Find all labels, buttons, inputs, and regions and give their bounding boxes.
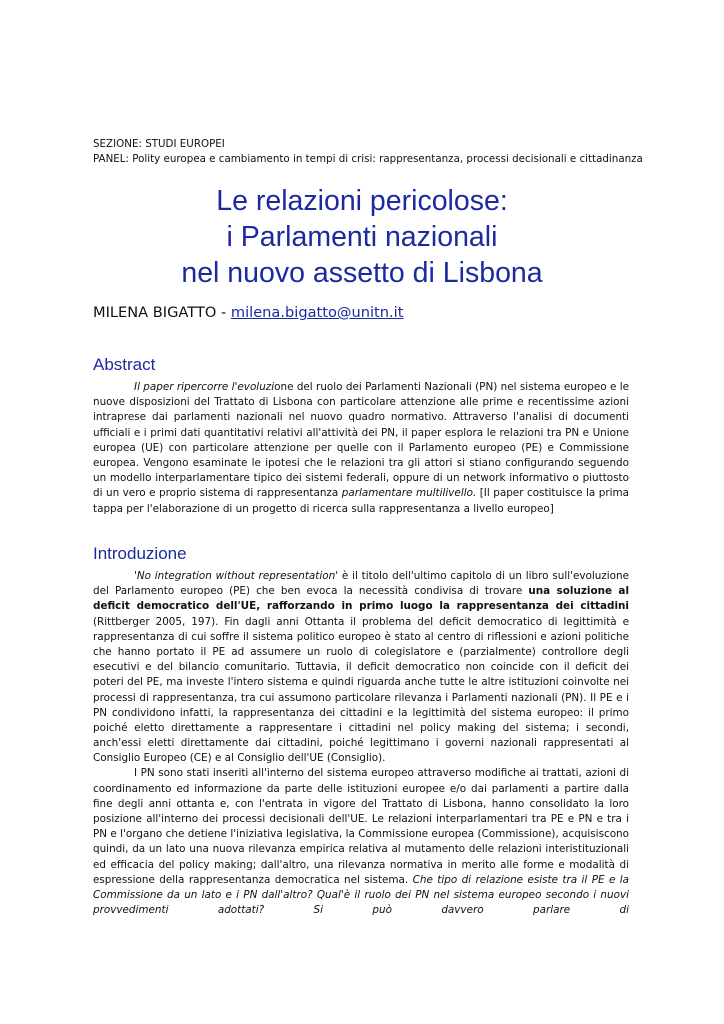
abstract-heading: Abstract xyxy=(93,355,156,374)
intro-p2-italic: Che tipo di relazione esiste tra il PE e la Commissione da un lato e i PN dall'altro? Qual'è il ruolo dei PN nel sistema europeo secondo i nuovi provvedimenti adottati? Si può davvero parlare di xyxy=(93,873,629,917)
abstract-italic-2: parlamentare multilivello. xyxy=(341,487,477,500)
paper-title xyxy=(0,183,724,291)
panel-label: PANEL: Polity europea e cambiamento in tempi di crisi: rappresentanza, processi decisionali e cittadinanza xyxy=(93,153,643,165)
intro-paragraph-2 xyxy=(93,766,629,918)
title-line-2: i Parlamenti nazionali xyxy=(226,221,498,253)
title-line-3: nel nuovo assetto di Lisbona xyxy=(181,257,543,289)
introduction-heading: Introduzione xyxy=(93,544,187,563)
title-line-1: Le relazioni pericolose: xyxy=(216,185,508,217)
intro-p1-text-1: ' è il titolo dell'ultimo capitolo di un libro sull'evoluzione del Parlamento europeo (PE) che ben evoca la necessità condivisa di trovare xyxy=(93,570,629,598)
abstract-text-1: one del ruolo dei Parlamenti Nazionali (PN) nel sistema europeo e le nuove disposizioni del Trattato di Lisbona con particolare attenzione alle prime e recentissime azioni intraprese dai parlamenti nazionali nel nuovo quadro normativo. Attraverso l'analisi di documenti ufficiali e i primi dati quantitativi relativi all'attività dei PN, il paper esplora le relazioni tra PN e Unione europea (UE) con particolare attenzione per quelle con il Parlamento europeo (PE) e Commissione europea. Vengono esaminate le ipotesi che le relazioni tra gli attori si stiano configurando seguendo un modello interparlamentare tipico dei sistemi federali, oppure di un network informativo o piuttosto di un vero e proprio sistema di rappresentanza xyxy=(93,381,629,500)
document-header xyxy=(93,137,643,167)
section-label: SEZIONE: STUDI EUROPEI xyxy=(93,138,225,150)
intro-paragraph-1 xyxy=(93,569,629,766)
introduction-body xyxy=(93,569,629,918)
author-line xyxy=(93,303,403,323)
author-name: MILENA BIGATTO - xyxy=(93,304,231,321)
abstract-text-2: [Il paper costituisce la prima tappa per l'elaborazione di un progetto di ricerca sulla rappresentanza a livello europeo] xyxy=(93,487,629,515)
intro-p1-text-2: (Rittberger 2005, 197). Fin dagli anni Ottanta il problema del deficit democratico di legittimità e rappresentanza di cui soffre il sistema politico europeo è stato al centro di riflessioni e azioni politiche che hanno portato il PE ad assumere un ruolo di colegislatore e (parzialmente) controllore degli esecutivi e del bilancio comunitario. Tuttavia, il deficit democratico non coincide con il deficit dei poteri del PE, ma investe l'intero sistema e quindi riguarda anche tutte le altre istituzioni coinvolte nei processi di rappresentanza, tra cui assumono particolare rilevanza i Parlamenti nazionali (PN). Il PE e i PN condividono infatti, la rappresentanza dei cittadini e la legittimità del sistema europeo: il primo poiché eletto direttamente a rappresentare i cittadini nel policy making del sistema; i secondi, anch'essi eletti direttamente dai cittadini, poiché legittimano i governi nazionali rappresentati al Consiglio Europeo (CE) e al Consiglio dell'UE (Consiglio). xyxy=(93,615,629,765)
author-email-link[interactable]: milena.bigatto@unitn.it xyxy=(230,304,404,321)
abstract-italic-lead: Il paper ripercorre l'evoluzi xyxy=(134,381,275,393)
intro-quote: No integration without representation xyxy=(136,570,336,582)
intro-p2-text: I PN sono stati inseriti all'interno del sistema europeo attraverso modifiche ai trattati, azioni di coordinamento ed informazione da parte delle istituzioni europee e/o dai parlamenti a partire dalla fine degli anni ottanta e, con l'entrata in vigore del Trattato di Lisbona, hanno consolidato la loro posizione all'interno dei processi decisionali dell'UE. Le relazioni interparlamentari tra PE e PN e tra i PN e l'organo che detiene l'iniziativa legislativa, la Commissione europea (Commissione), acquisiscono quindi, da un lato una nuova rilevanza empirica relativa al mutamento delle relazioni interistituzionali ed efficacia del policy making; dall'altro, una rilevanza normativa in merito alle forme e modalità di espressione della rappresentanza democratica nel sistema. xyxy=(93,767,629,886)
abstract-paragraph xyxy=(93,380,629,517)
intro-p1-bold: una soluzione al deficit democratico dell'UE, rafforzando in primo luogo la rappresentanza dei cittadini xyxy=(93,585,630,613)
abstract-body xyxy=(93,380,629,517)
intro-quote-open: ' xyxy=(134,570,137,582)
